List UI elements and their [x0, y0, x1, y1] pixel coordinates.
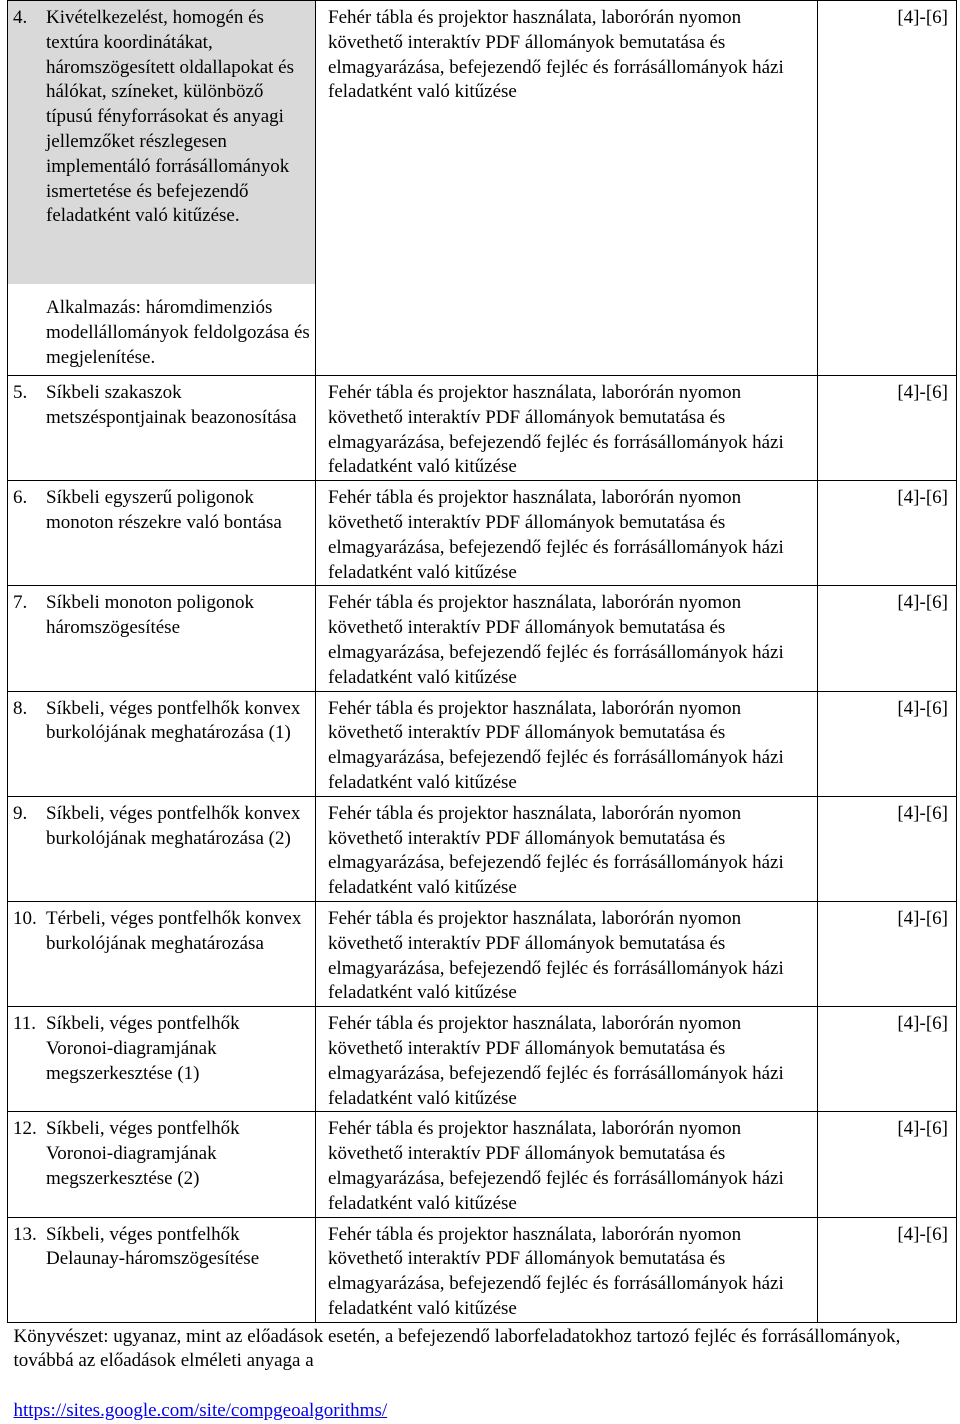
method-cell	[316, 586, 818, 691]
topic-cell	[8, 1217, 316, 1322]
method-cell	[316, 376, 818, 481]
topic-number: 12.	[13, 1118, 37, 1140]
reference-text: [4]-[6]	[897, 697, 948, 719]
method-text: Fehér tábla és projektor használata, laborórán nyomon követhető interaktív PDF állományok bemutatása és elmagyarázása, befejezendő fejléc és forrásállományok házi feladatként való kitűzése	[328, 697, 784, 793]
table-row	[8, 481, 957, 586]
method-text: Fehér tábla és projektor használata, laborórán nyomon követhető interaktív PDF állományok bemutatása és elmagyarázása, befejezendő fejléc és forrásállományok házi feladatként való kitűzése	[328, 1013, 784, 1109]
topic-cell	[8, 796, 316, 901]
topic-number: 8.	[13, 697, 28, 719]
table-row	[8, 1, 957, 376]
method-text: Fehér tábla és projektor használata, laborórán nyomon követhető interaktív PDF állományok bemutatása és elmagyarázása, befejezendő fejléc és forrásállományok házi feladatként való kitűzése	[328, 1223, 784, 1319]
topic-cell	[8, 481, 316, 586]
table-row	[8, 586, 957, 691]
method-text: Fehér tábla és projektor használata, laborórán nyomon követhető interaktív PDF állományok bemutatása és elmagyarázása, befejezendő fejléc és forrásállományok házi feladatként való kitűzése	[328, 1118, 784, 1214]
reference-cell	[818, 1, 957, 376]
table-row	[8, 901, 957, 1006]
reference-text: [4]-[6]	[897, 1223, 948, 1245]
topic-cell	[8, 1, 316, 376]
syllabus-page	[7, 0, 956, 1424]
topic-cell	[8, 691, 316, 796]
method-text: Fehér tábla és projektor használata, laborórán nyomon követhető interaktív PDF állományok bemutatása és elmagyarázása, befejezendő fejléc és forrásállományok házi feladatként való kitűzése	[328, 592, 784, 688]
topic-number: 6.	[13, 487, 28, 509]
table-row	[8, 1007, 957, 1112]
topic-number: 7.	[13, 592, 28, 614]
reference-cell	[818, 1112, 957, 1217]
topic-text: Síkbeli monoton poligonok háromszögesítése	[46, 592, 254, 639]
reference-cell	[818, 586, 957, 691]
topic-text: Kivételkezelést, homogén és textúra koordinátákat, háromszögesített oldallapokat és hálókat, színeket, különböző típusú fényforrásokat és anyagi jellemzőket részlegesen implementáló forrásállományok ismertetése és befejezendő feladatként való kitűzése.	[46, 7, 294, 227]
reference-text: [4]-[6]	[897, 382, 948, 403]
topic-text: Síkbeli, véges pontfelhők Voronoi-diagramjának megszerkesztése (2)	[46, 1118, 240, 1189]
topic-shaded-block	[8, 1, 315, 284]
topic-cell	[8, 901, 316, 1006]
method-cell	[316, 1, 818, 376]
method-text: Fehér tábla és projektor használata, laborórán nyomon követhető interaktív PDF állományok bemutatása és elmagyarázása, befejezendő fejléc és forrásállományok házi feladatként való kitűzése	[328, 382, 784, 478]
reference-text: [4]-[6]	[897, 802, 948, 824]
topic-cell	[8, 1007, 316, 1112]
method-cell	[316, 691, 818, 796]
topic-text: Síkbeli, véges pontfelhők Voronoi-diagramjának megszerkesztése (1)	[46, 1013, 240, 1084]
method-cell	[316, 901, 818, 1006]
application-note: Alkalmazás: háromdimenziós modellállományok feldolgozása és megjelenítése.	[46, 297, 310, 368]
topic-number: 13.	[13, 1223, 37, 1245]
method-cell	[316, 1112, 818, 1217]
method-text: Fehér tábla és projektor használata, laborórán nyomon követhető interaktív PDF állományok bemutatása és elmagyarázása, befejezendő fejléc és forrásállományok házi feladatként való kitűzése	[328, 7, 784, 103]
reference-text: [4]-[6]	[897, 907, 948, 929]
table-row	[8, 691, 957, 796]
reference-text: [4]-[6]	[897, 7, 948, 28]
bibliography-row	[8, 1322, 957, 1424]
table-row	[8, 1112, 957, 1217]
reference-cell	[818, 691, 957, 796]
reference-text: [4]-[6]	[897, 1118, 948, 1140]
topic-text: Térbeli, véges pontfelhők konvex burkolójának meghatározása	[46, 907, 302, 954]
method-cell	[316, 481, 818, 586]
table-row	[8, 796, 957, 901]
reference-text: [4]-[6]	[897, 487, 948, 509]
bibliography-text: : ugyanaz, mint az előadások esetén, a befejezendő laborfeladatokhoz tartozó fejléc és forrásállományok, továbbá az előadások elméleti anyaga a	[13, 1325, 901, 1372]
reference-cell	[818, 1007, 957, 1112]
reference-text: [4]-[6]	[897, 592, 948, 614]
bibliography	[8, 1323, 957, 1424]
reference-cell	[818, 481, 957, 586]
bibliography-cell	[8, 1322, 957, 1424]
topic-text: Síkbeli, véges pontfelhők konvex burkolójának meghatározása (2)	[46, 802, 301, 849]
reference-cell	[818, 1217, 957, 1322]
lab-topics-table	[7, 0, 957, 1424]
table-row	[8, 376, 957, 481]
topic-number: 10.	[13, 907, 37, 929]
method-text: Fehér tábla és projektor használata, laborórán nyomon követhető interaktív PDF állományok bemutatása és elmagyarázása, befejezendő fejléc és forrásállományok házi feladatként való kitűzése	[328, 802, 784, 899]
method-text: Fehér tábla és projektor használata, laborórán nyomon követhető interaktív PDF állományok bemutatása és elmagyarázása, befejezendő fejléc és forrásállományok házi feladatként való kitűzése	[328, 907, 784, 1004]
topic-text: Síkbeli, véges pontfelhők Delaunay-háromszögesítése	[46, 1223, 260, 1270]
topic-text: Síkbeli, véges pontfelhők konvex burkolójának meghatározása (1)	[46, 697, 301, 744]
method-text: Fehér tábla és projektor használata, laborórán nyomon követhető interaktív PDF állományok bemutatása és elmagyarázása, befejezendő fejléc és forrásállományok házi feladatként való kitűzése	[328, 487, 784, 583]
method-cell	[316, 1007, 818, 1112]
reference-cell	[818, 901, 957, 1006]
table-row	[8, 1217, 957, 1322]
topic-text: Síkbeli szakaszok metszéspontjainak beazonosítása	[46, 382, 297, 428]
topic-number: 9.	[13, 802, 28, 824]
bibliography-label: Könyvészet	[13, 1325, 104, 1347]
topic-number: 5.	[13, 382, 28, 403]
topic-cell	[8, 1112, 316, 1217]
method-cell	[316, 796, 818, 901]
method-cell	[316, 1217, 818, 1322]
reference-cell	[818, 376, 957, 481]
reference-cell	[818, 796, 957, 901]
topic-text: Síkbeli egyszerű poligonok monoton részekre való bontása	[46, 487, 282, 533]
reference-text: [4]-[6]	[897, 1013, 948, 1035]
topic-number: 4.	[13, 7, 28, 28]
topic-cell	[8, 376, 316, 481]
topic-number: 11.	[13, 1013, 37, 1035]
topic-cell	[8, 586, 316, 691]
bibliography-link[interactable]: https://sites.google.com/site/compgeoalgorithms/	[13, 1400, 388, 1422]
